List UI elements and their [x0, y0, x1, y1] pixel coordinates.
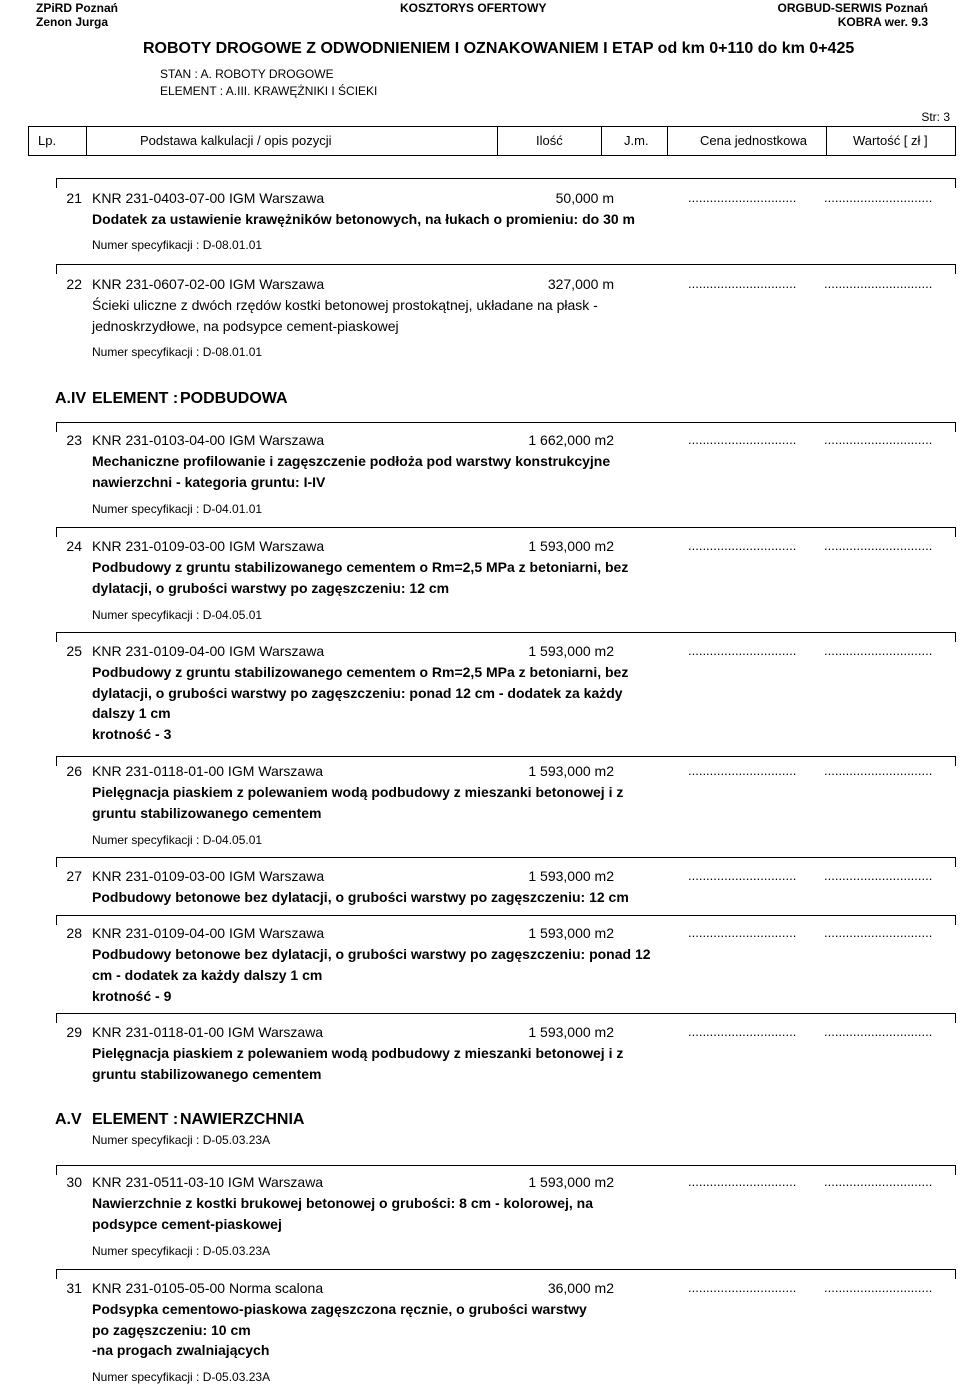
value-blank: .............................. — [824, 763, 933, 778]
value-blank: .............................. — [824, 1280, 933, 1295]
item-description: Podbudowy betonowe bez dylatacji, o grubości warstwy po zagęszczeniu: 12 cm — [92, 889, 629, 905]
value-blank: .............................. — [824, 538, 933, 553]
value-blank: .............................. — [824, 432, 933, 447]
header-top-rule — [28, 126, 956, 127]
item-code: KNR 231-0109-04-00 IGM Warszawa — [92, 643, 325, 659]
unit-price-blank: .............................. — [688, 538, 797, 553]
header-bottom-rule — [28, 155, 956, 156]
section-code: A.IV — [55, 390, 87, 407]
separator-tick — [56, 422, 57, 432]
item-spec: Numer specyfikacji : D-08.01.01 — [92, 238, 263, 252]
header-divider — [28, 126, 29, 155]
item-code: KNR 231-0118-01-00 IGM Warszawa — [92, 763, 324, 779]
client-name: ORGBUD-SERWIS Poznań — [777, 1, 928, 15]
item-separator — [56, 915, 956, 916]
item-separator — [56, 527, 956, 528]
item-quantity: 1 593,000 m2 — [528, 925, 614, 941]
col-wartosc: Wartość [ zł ] — [853, 133, 928, 148]
page-number: Str: 3 — [921, 110, 950, 124]
item-description: Dodatek za ustawienie krawężników betonowych, na łukach o promieniu: do 30 m — [92, 211, 636, 227]
separator-tick — [56, 178, 57, 188]
software-version: KOBRA wer. 9.3 — [837, 15, 928, 29]
unit-price-blank: .............................. — [688, 925, 797, 940]
item-number: 31 — [66, 1280, 82, 1296]
unit-price-blank: .............................. — [688, 763, 797, 778]
author-name: Zenon Jurga — [36, 15, 109, 29]
value-blank: .............................. — [824, 1174, 933, 1189]
item-description: Podsypka cementowo-piaskowa zagęszczona ręcznie, o grubości warstwy po zagęszczeniu: 10 cm — [92, 1301, 587, 1338]
unit-price-blank: .............................. — [688, 276, 797, 291]
item-quantity: 1 593,000 m2 — [528, 1024, 614, 1040]
separator-tick — [56, 1269, 57, 1279]
item-number: 22 — [66, 276, 82, 292]
header-divider — [955, 126, 956, 155]
item-separator — [56, 264, 956, 265]
separator-tick — [56, 1013, 57, 1023]
item-number: 28 — [66, 925, 82, 941]
item-separator — [56, 756, 956, 757]
item-multiplier: krotność - 3 — [92, 726, 172, 742]
page-title: ROBOTY DROGOWE Z ODWODNIENIEM I OZNAKOWANIEM I ETAP od km 0+110 do km 0+425 — [143, 40, 855, 57]
item-number: 25 — [66, 643, 82, 659]
section-code: A.V — [55, 1111, 82, 1128]
item-number: 27 — [66, 868, 82, 884]
item-quantity: 327,000 m — [547, 276, 614, 292]
item-description: Mechaniczne profilowanie i zagęszczenie podłoża pod warstwy konstrukcyjne nawierzchni - kategoria gruntu: I-IV — [92, 453, 611, 490]
value-blank: .............................. — [824, 925, 933, 940]
col-podstawa: Podstawa kalkulacji / opis pozycji — [140, 133, 332, 148]
section-spec: Numer specyfikacji : D-05.03.23A — [92, 1133, 271, 1147]
item-code: KNR 231-0109-04-00 IGM Warszawa — [92, 925, 325, 941]
separator-tick — [955, 1269, 956, 1279]
item-code: KNR 231-0118-01-00 IGM Warszawa — [92, 1024, 324, 1040]
value-blank: .............................. — [824, 276, 933, 291]
item-code: KNR 231-0109-03-00 IGM Warszawa — [92, 868, 325, 884]
item-note: -na progach zwalniających — [92, 1342, 270, 1358]
unit-price-blank: .............................. — [688, 1174, 797, 1189]
item-description: Nawierzchnie z kostki brukowej betonowej o grubości: 8 cm - kolorowej, na podsypce cement-piaskowej — [92, 1195, 593, 1232]
separator-tick — [56, 264, 57, 274]
value-blank: .............................. — [824, 1024, 933, 1039]
item-separator — [56, 422, 956, 423]
item-number: 29 — [66, 1024, 82, 1040]
item-separator — [56, 1165, 956, 1166]
item-quantity: 1 593,000 m2 — [528, 868, 614, 884]
section-label: ELEMENT : — [92, 390, 179, 407]
section-label: ELEMENT : — [92, 1111, 179, 1128]
separator-tick — [56, 857, 57, 867]
col-lp: Lp. — [38, 133, 57, 148]
col-cena: Cena jednostkowa — [700, 133, 807, 148]
item-code: KNR 231-0511-03-10 IGM Warszawa — [92, 1174, 324, 1190]
item-spec: Numer specyfikacji : D-08.01.01 — [92, 345, 263, 359]
item-code: KNR 231-0403-07-00 IGM Warszawa — [92, 190, 325, 206]
separator-tick — [955, 1013, 956, 1023]
item-number: 24 — [66, 538, 82, 554]
item-quantity: 1 593,000 m2 — [528, 643, 614, 659]
stan-label: STAN : A. ROBOTY DROGOWE — [160, 67, 334, 81]
item-code: KNR 231-0105-05-00 Norma scalona — [92, 1280, 324, 1296]
item-separator — [56, 1013, 956, 1014]
separator-tick — [56, 915, 57, 925]
header-divider — [667, 126, 668, 155]
item-number: 30 — [66, 1174, 82, 1190]
value-blank: .............................. — [824, 868, 933, 883]
unit-price-blank: .............................. — [688, 190, 797, 205]
separator-tick — [955, 756, 956, 766]
unit-price-blank: .............................. — [688, 643, 797, 658]
separator-tick — [56, 527, 57, 537]
separator-tick — [56, 632, 57, 642]
item-spec: Numer specyfikacji : D-05.03.23A — [92, 1244, 271, 1258]
separator-tick — [955, 527, 956, 537]
col-jm: J.m. — [624, 133, 649, 148]
item-spec: Numer specyfikacji : D-05.03.23A — [92, 1370, 271, 1384]
item-multiplier: krotność - 9 — [92, 988, 172, 1004]
header-divider — [86, 126, 87, 155]
item-spec: Numer specyfikacji : D-04.05.01 — [92, 608, 263, 622]
item-separator — [56, 1269, 956, 1270]
value-blank: .............................. — [824, 190, 933, 205]
company-name: ZPiRD Poznań — [36, 1, 119, 15]
document-type: KOSZTORYS OFERTOWY — [400, 1, 547, 15]
item-number: 21 — [66, 190, 82, 206]
item-code: KNR 231-0109-03-00 IGM Warszawa — [92, 538, 325, 554]
header-divider — [497, 126, 498, 155]
item-quantity: 36,000 m2 — [547, 1280, 614, 1296]
item-description: Pielęgnacja piaskiem z polewaniem wodą podbudowy z mieszanki betonowej i z gruntu stabilizowanego cementem — [92, 1045, 624, 1082]
item-number: 26 — [66, 763, 82, 779]
header-divider — [601, 126, 602, 155]
separator-tick — [955, 632, 956, 642]
separator-tick — [955, 422, 956, 432]
item-quantity: 1 593,000 m2 — [528, 1174, 614, 1190]
value-blank: .............................. — [824, 643, 933, 658]
item-description: Podbudowy betonowe bez dylatacji, o grubości warstwy po zagęszczeniu: ponad 12 cm - dodatek za każdy dalszy 1 cm — [92, 946, 651, 983]
item-separator — [56, 178, 956, 179]
separator-tick — [955, 178, 956, 188]
separator-tick — [955, 264, 956, 274]
item-quantity: 1 593,000 m2 — [528, 763, 614, 779]
unit-price-blank: .............................. — [688, 1024, 797, 1039]
item-quantity: 50,000 m — [555, 190, 614, 206]
item-separator — [56, 632, 956, 633]
unit-price-blank: .............................. — [688, 1280, 797, 1295]
item-description: Podbudowy z gruntu stabilizowanego cementem o Rm=2,5 MPa z betoniarni, bez dylatacji, o grubości warstwy po zagęszczeniu: 12 cm — [92, 559, 629, 596]
item-code: KNR 231-0103-04-00 IGM Warszawa — [92, 432, 325, 448]
item-description: Pielęgnacja piaskiem z polewaniem wodą podbudowy z mieszanki betonowej i z gruntu stabilizowanego cementem — [92, 784, 624, 821]
item-description: Podbudowy z gruntu stabilizowanego cementem o Rm=2,5 MPa z betoniarni, bez dylatacji, o grubości warstwy po zagęszczeniu: ponad 12 cm - dodatek za każdy dalszy 1 cm — [92, 664, 629, 721]
separator-tick — [955, 1165, 956, 1175]
item-separator — [56, 857, 956, 858]
item-quantity: 1 662,000 m2 — [528, 432, 614, 448]
col-ilosc: Ilość — [536, 133, 563, 148]
item-description: Ścieki uliczne z dwóch rzędów kostki betonowej prostokątnej, układane na płask - jednoskrzydłowe, na podsypce cement-piaskowej — [92, 297, 598, 334]
unit-price-blank: .............................. — [688, 868, 797, 883]
element-label: ELEMENT : A.III. KRAWĘŻNIKI I ŚCIEKI — [160, 84, 378, 98]
section-name: NAWIERZCHNIA — [180, 1111, 305, 1128]
item-code: KNR 231-0607-02-00 IGM Warszawa — [92, 276, 325, 292]
separator-tick — [955, 857, 956, 867]
item-quantity: 1 593,000 m2 — [528, 538, 614, 554]
item-number: 23 — [66, 432, 82, 448]
separator-tick — [955, 915, 956, 925]
item-spec: Numer specyfikacji : D-04.05.01 — [92, 833, 263, 847]
item-spec: Numer specyfikacji : D-04.01.01 — [92, 502, 263, 516]
section-name: PODBUDOWA — [180, 390, 288, 407]
unit-price-blank: .............................. — [688, 432, 797, 447]
header-divider — [826, 126, 827, 155]
